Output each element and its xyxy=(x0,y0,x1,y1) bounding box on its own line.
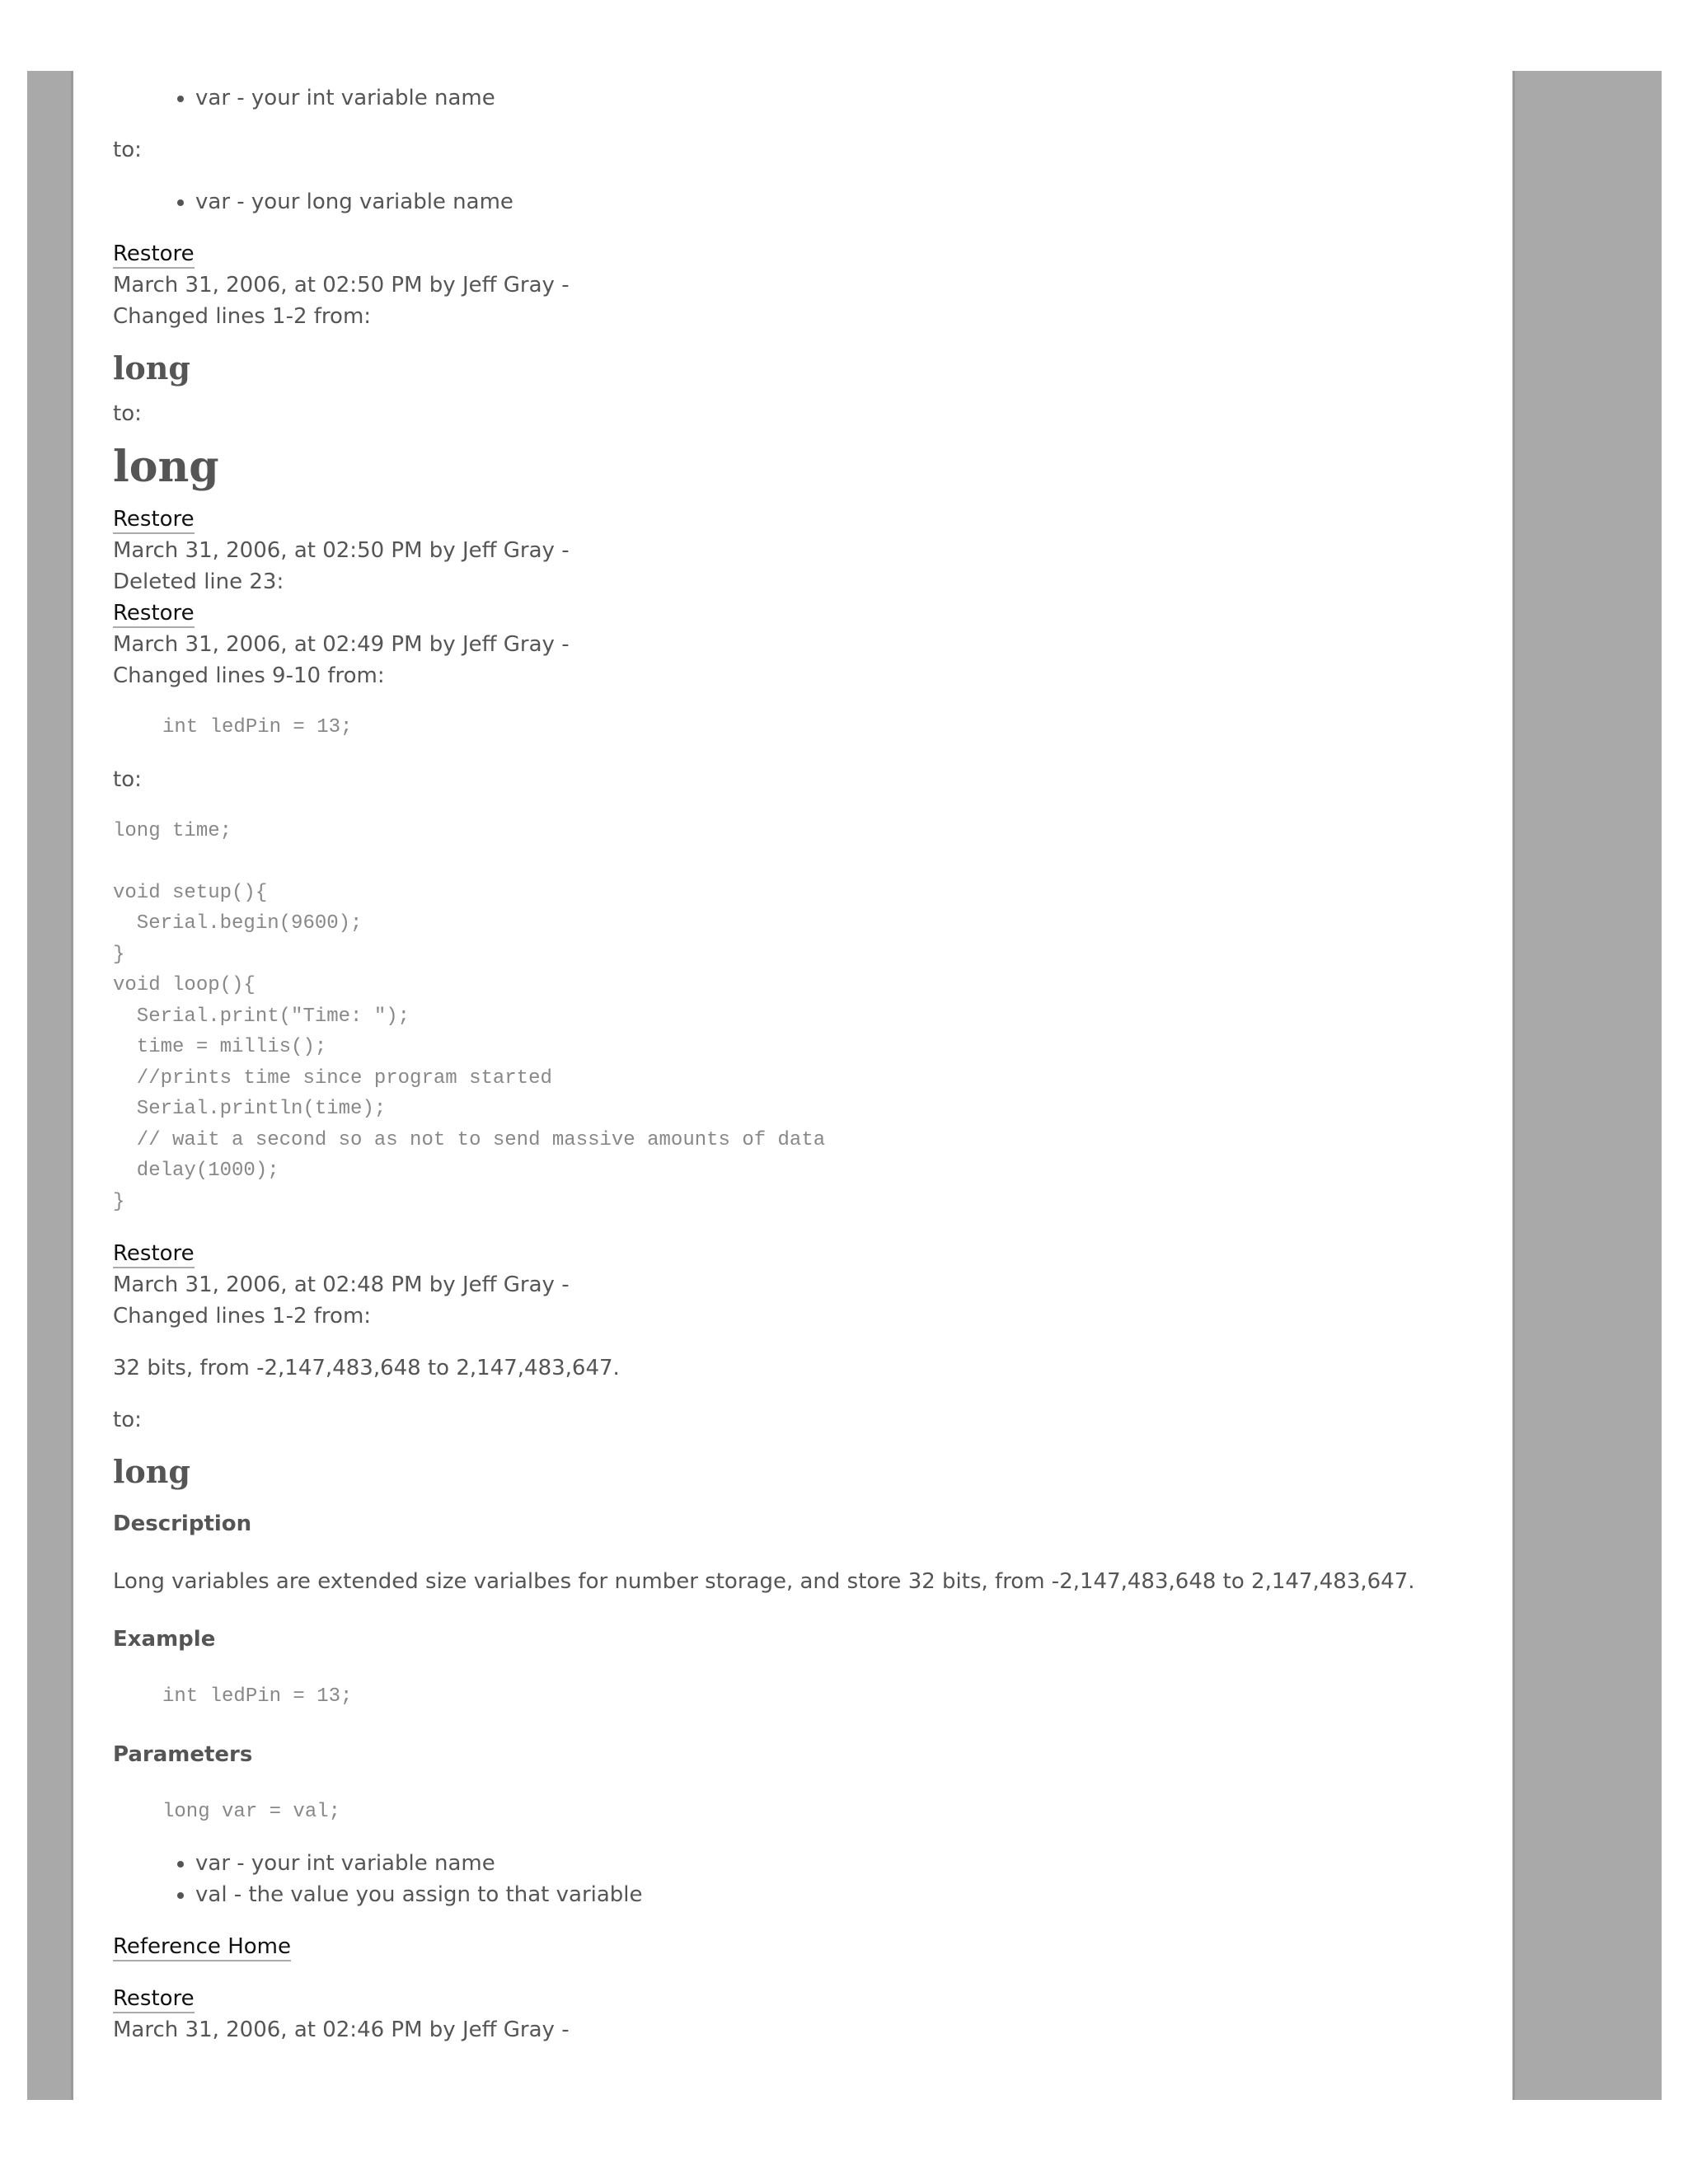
list-item: • var - your int variable name xyxy=(195,82,1498,114)
from-heading: long xyxy=(113,349,190,387)
code-block: int ledPin = 13; xyxy=(162,1685,353,1708)
code-block: long time; void setup(){ Serial.begin(9600); } void loop(){ Serial.print("Time: "); time = millis(); //prints time since program started Serial.println(time); // wait a second so as not to send massive amounts of data delay(1000); } xyxy=(113,819,826,1213)
list-item: • var - your int variable name xyxy=(195,1848,1498,1879)
code-block: long var = val; xyxy=(162,1800,341,1823)
description-text: Long variables are extended size varialbes for number storage, and store 32 bits, from -2,147,483,648 to 2,147,483,647. xyxy=(113,1569,1415,1594)
bullet-list xyxy=(113,82,1498,114)
change-description: Deleted line 23: xyxy=(113,569,284,594)
revision-meta: March 31, 2006, at 02:48 PM by Jeff Gray - xyxy=(113,1272,570,1297)
bullet-list xyxy=(113,1848,1498,1910)
restore-link[interactable]: Restore xyxy=(113,601,195,628)
change-description: Changed lines 1-2 from: xyxy=(113,1304,372,1329)
to-heading: long xyxy=(113,442,219,492)
list-item: • var - your long variable name xyxy=(195,186,1498,218)
change-description: Changed lines 1-2 from: xyxy=(113,304,372,329)
code-block: int ledPin = 13; xyxy=(162,716,353,738)
revision-meta: March 31, 2006, at 02:50 PM by Jeff Gray - xyxy=(113,538,570,563)
right-margin-bar xyxy=(1512,71,1662,2100)
revision-history xyxy=(113,82,1498,2046)
change-description: Changed lines 9-10 from: xyxy=(113,663,385,688)
revision-meta: March 31, 2006, at 02:46 PM by Jeff Gray - xyxy=(113,2018,570,2042)
list-item: • val - the value you assign to that variable xyxy=(195,1879,1498,1910)
restore-link[interactable]: Restore xyxy=(113,1241,195,1268)
restore-link[interactable]: Restore xyxy=(113,507,195,534)
left-margin-bar xyxy=(27,71,73,2100)
to-label: to: xyxy=(113,138,142,162)
revision-meta: March 31, 2006, at 02:50 PM by Jeff Gray - xyxy=(113,273,570,298)
to-label: to: xyxy=(113,1408,142,1432)
to-label: to: xyxy=(113,401,142,426)
bullet-list xyxy=(113,186,1498,218)
restore-link[interactable]: Restore xyxy=(113,241,195,269)
example-heading: Example xyxy=(113,1627,216,1652)
from-text: 32 bits, from -2,147,483,648 to 2,147,483,647. xyxy=(113,1356,620,1380)
description-heading: Description xyxy=(113,1511,252,1536)
to-label: to: xyxy=(113,766,142,792)
parameters-heading: Parameters xyxy=(113,1741,253,1767)
revision-meta: March 31, 2006, at 02:49 PM by Jeff Gray - xyxy=(113,632,570,657)
reference-home-link[interactable]: Reference Home xyxy=(113,1934,291,1961)
restore-link[interactable]: Restore xyxy=(113,1986,195,2013)
to-heading: long xyxy=(113,1453,190,1490)
